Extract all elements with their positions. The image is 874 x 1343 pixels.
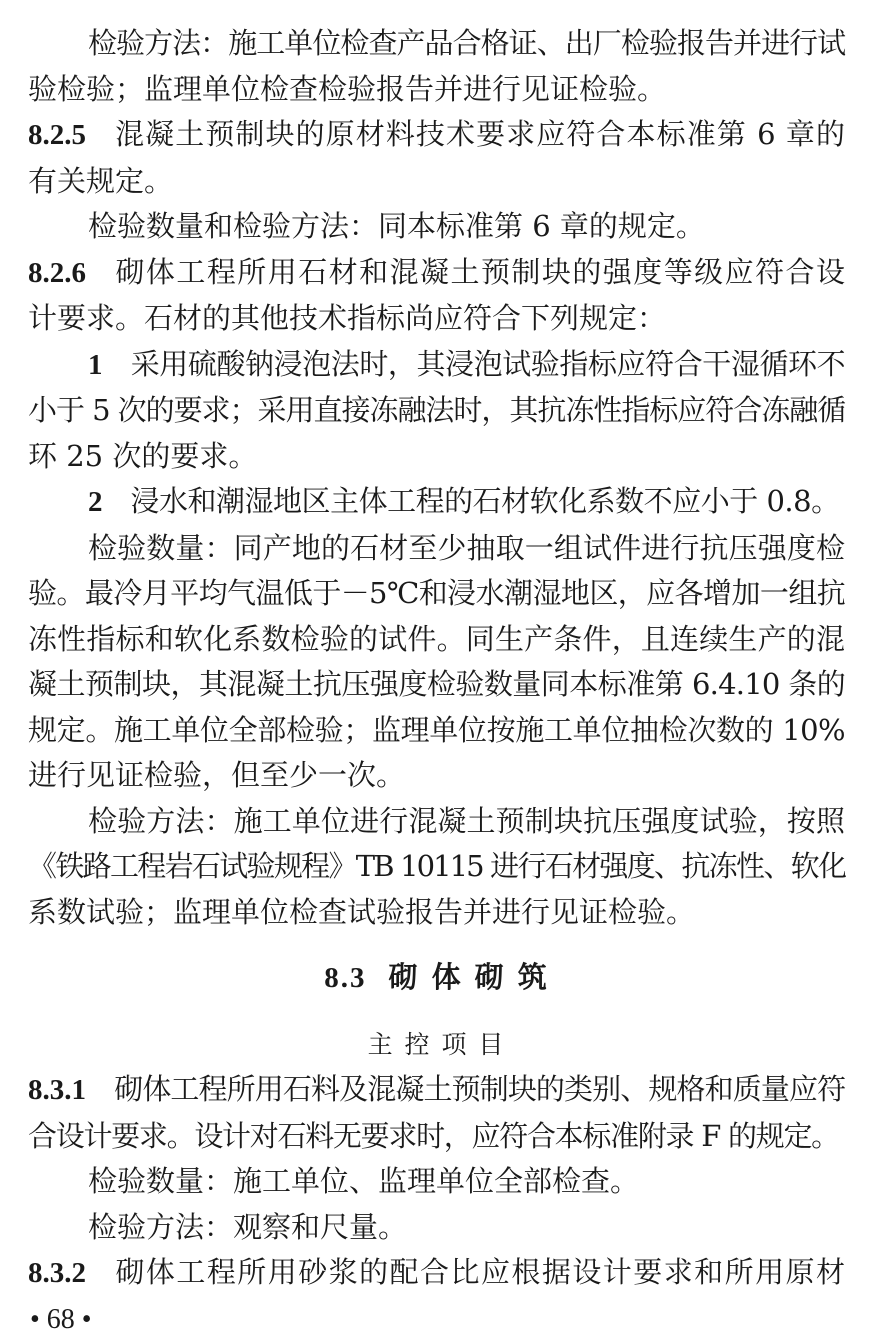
text-line	[28, 753, 845, 799]
text-line	[28, 799, 845, 845]
text-line	[28, 388, 845, 434]
clause-number: 2	[88, 486, 103, 518]
text-line	[28, 434, 845, 480]
line-text: 进行见证检验，但至少一次。	[28, 758, 406, 792]
subheading: 主 控 项 目	[367, 1029, 506, 1059]
line-text: 浸水和潮湿地区主体工程的石材软化系数不应小于 0.8。	[130, 484, 840, 518]
line-text: 小于 5 次的要求；采用直接冻融法时，其抗冻性指标应符合冻融循	[28, 393, 845, 427]
text-line	[28, 708, 845, 754]
clause-number: 8.3.1	[28, 1074, 86, 1106]
line-text: 环 25 次的要求。	[28, 438, 258, 473]
text-line	[28, 662, 845, 708]
line-text: 检验方法：观察和尺量。	[88, 1209, 408, 1244]
line-text: 混凝土预制块的原材料技术要求应符合本标准第 6 章的	[114, 117, 845, 151]
text-line	[28, 1205, 845, 1251]
clause-number: 8.3.2	[28, 1257, 86, 1289]
line-text: 计要求。石材的其他技术指标尚应符合下列规定：	[28, 301, 667, 335]
text-line	[28, 204, 845, 250]
text-line	[28, 67, 845, 113]
line-text: 检验数量：同产地的石材至少抽取一组试件进行抗压强度检	[88, 530, 845, 565]
text-line	[28, 159, 845, 205]
clause-number: 8.2.6	[28, 256, 86, 289]
text-line	[28, 21, 845, 67]
clause-number: 1	[88, 348, 103, 381]
text-line	[28, 479, 845, 526]
line-text: 砌体工程所用砂浆的配合比应根据设计要求和所用原材	[114, 1255, 845, 1289]
section-number: 8.3	[324, 962, 367, 994]
line-text: 规定。施工单位全部检验；监理单位按施工单位抽检次数的 10%	[28, 712, 845, 747]
line-text: 合设计要求。设计对石料无要求时，应符合本标准附录 F 的规定。	[28, 1118, 839, 1153]
line-text: 检验数量：施工单位、监理单位全部检查。	[88, 1164, 640, 1198]
text-line	[28, 1067, 845, 1114]
text-line	[28, 296, 845, 342]
line-text: 有关规定。	[28, 163, 174, 198]
text-line	[28, 617, 845, 663]
line-text: 冻性指标和软化系数检验的试件。同生产条件，且连续生产的混	[28, 621, 845, 656]
text-line	[28, 250, 845, 297]
text-line	[28, 571, 845, 617]
line-text: 检验数量和检验方法：同本标准第 6 章的规定。	[88, 209, 705, 243]
section-heading	[28, 955, 845, 1002]
line-text: 凝土预制块，其混凝土抗压强度检验数量同本标准第 6.4.10 条的	[28, 667, 845, 701]
text-block-after-heading	[28, 1067, 845, 1297]
text-line	[28, 526, 845, 572]
page-number: • 68 •	[30, 1303, 92, 1335]
text-line	[28, 1159, 845, 1205]
text-line	[28, 1250, 845, 1297]
line-text: 砌体工程所用石材和混凝土预制块的强度等级应符合设	[114, 254, 845, 289]
line-text: 砌体工程所用石料及混凝土预制块的类别、规格和质量应符	[114, 1072, 845, 1106]
line-text: 采用硫酸钠浸泡法时，其浸泡试验指标应符合干湿循环不	[130, 346, 845, 381]
section-title: 砌 体 砌 筑	[388, 960, 549, 994]
clause-number: 8.2.5	[28, 119, 86, 151]
text-line	[28, 890, 845, 936]
text-line	[28, 112, 845, 159]
text-line	[28, 1114, 845, 1160]
line-text: 检验方法：施工单位检查产品合格证、出厂检验报告并进行试	[88, 26, 845, 60]
text-line	[28, 844, 845, 890]
text-line	[28, 342, 845, 389]
line-text: 验检验；监理单位检查检验报告并进行见证检验。	[28, 71, 667, 106]
line-text: 《铁路工程岩石试验规程》TB 10115 进行石材强度、抗冻性、软化	[28, 849, 845, 883]
line-text: 验。最冷月平均气温低于－5℃和浸水潮湿地区，应各增加一组抗	[28, 576, 845, 610]
line-text: 检验方法：施工单位进行混凝土预制块抗压强度试验，按照	[88, 803, 845, 838]
line-text: 系数试验；监理单位检查试验报告并进行见证检验。	[28, 894, 696, 929]
text-block-before-heading	[28, 21, 845, 935]
document-body	[28, 0, 845, 1342]
